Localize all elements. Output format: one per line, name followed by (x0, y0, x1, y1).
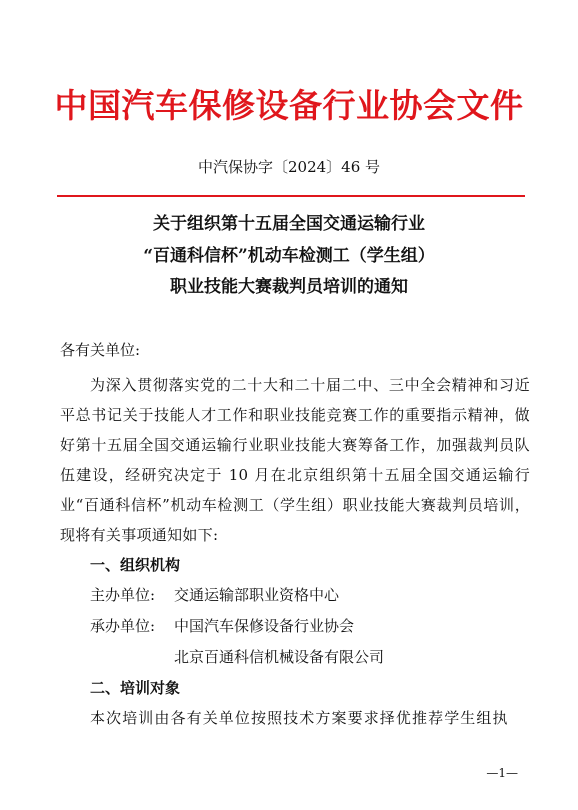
notice-title-line-2: “百通科信杯”机动车检测工（学生组） (143, 246, 435, 266)
organizer-unit-value-1: 中国汽车保修设备行业协会 (174, 617, 355, 635)
notice-title-line-3: 职业技能大赛裁判员培训的通知 (170, 277, 408, 297)
section-heading-organization: 一、组织机构 (90, 556, 181, 574)
section-heading-training-target: 二、培训对象 (90, 679, 181, 697)
document-number: 中汽保协字〔2024〕46 号 (197, 158, 381, 176)
organizer-unit-row (90, 616, 354, 636)
intro-paragraph: 为深入贯彻落实党的二十大和二十届二中、三中全会精神和习近平总书记关于技能人才工作和职业技能竞赛工作的重要指示精神，做好第十五届全国交通运输行业职业技能大赛筹备工作，加强裁判员队伍建设，经研究决定于 10 月在北京组织第十五届全国交通运输行业“百通科信杯”机动车检测工（学生组）职业技能大赛裁判员培训，现将有关事项通知如下: (60, 376, 530, 544)
document-header-title: 中国汽车保修设备行业协会文件 (54, 86, 524, 125)
page-number: —1— (486, 766, 518, 780)
red-divider-rule (57, 195, 525, 197)
host-unit-label: 主办单位: (90, 586, 156, 604)
host-unit-row (90, 585, 339, 605)
host-unit-value: 交通运输部职业资格中心 (174, 586, 340, 604)
training-target-text: 本次培训由各有关单位按照技术方案要求择优推荐学生组执 (90, 709, 509, 727)
organizer-unit-label: 承办单位: (90, 617, 156, 635)
notice-title-line-1: 关于组织第十五届全国交通运输行业 (153, 214, 425, 234)
salutation: 各有关单位: (60, 341, 141, 359)
organizer-unit-value-2: 北京百通科信机械设备有限公司 (174, 648, 385, 666)
